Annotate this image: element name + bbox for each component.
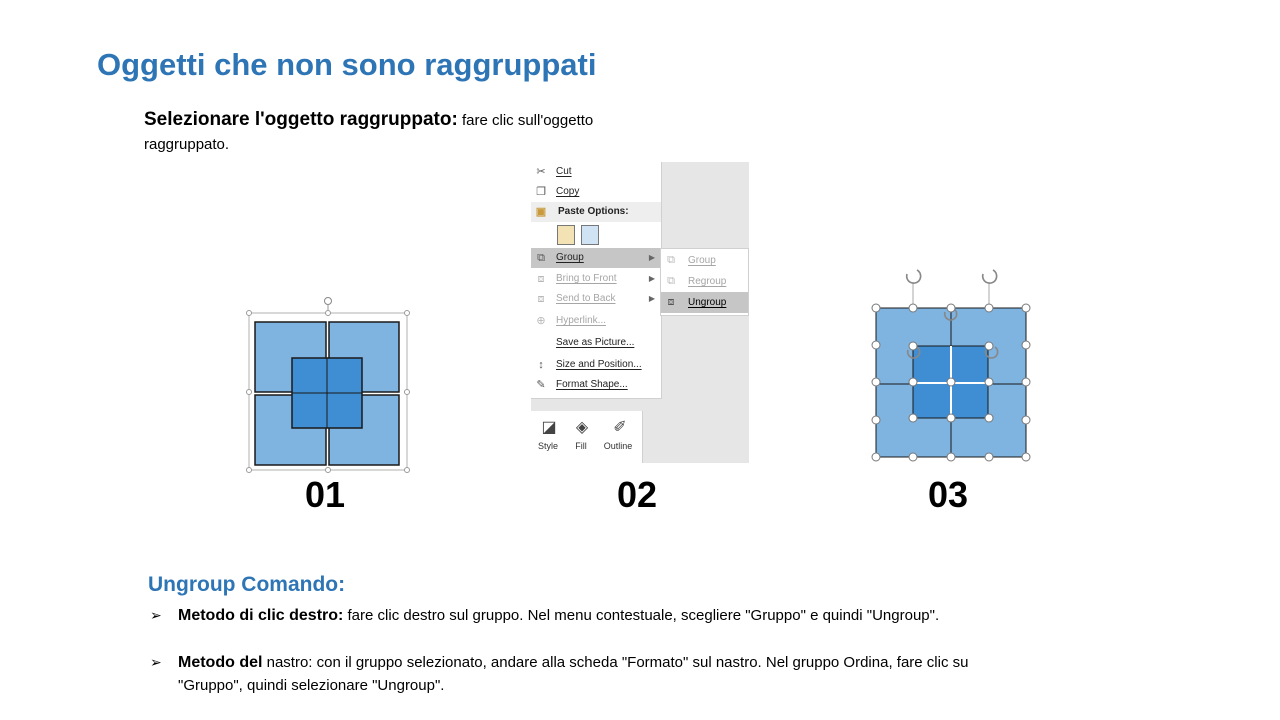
arrow-bullet-icon: ➢ (150, 654, 162, 670)
context-menu (531, 162, 662, 399)
menu-item-save-as-picture[interactable]: Save as Picture... (556, 337, 635, 348)
outline-pen-icon[interactable]: ✐ (613, 419, 627, 436)
intro-text: fare clic sull'oggetto raggruppato. (144, 112, 594, 153)
bullet-right-click: ➢ Metodo di clic destro: fare clic destro sul gruppo. Nel menu contestuale, scegliere "Gruppo" e quindi "Ungroup". (150, 604, 1020, 650)
toolbar-fill-label[interactable]: Fill (575, 441, 587, 451)
menu-item-format-shape[interactable]: ✎ Format Shape... (531, 375, 661, 395)
paste-icon: ▣ (535, 206, 547, 218)
bullet-ribbon: ➢ Metodo del nastro: con il gruppo selezionato, andare alla scheda "Formato" sul nastro. Nel gruppo Ordina, fare clic su "Gruppo", quindi selezionare "Ungroup". (150, 651, 1020, 697)
group-icon: ⧉ (667, 254, 675, 266)
format-shape-icon: ✎ (536, 379, 546, 391)
menu-item-bring-to-front[interactable]: ⧈ Bring to Front ▶ (531, 269, 661, 289)
group-icon: ⧉ (537, 252, 545, 264)
bring-front-icon: ⧈ (537, 273, 545, 285)
style-icon[interactable]: ◪ (541, 419, 557, 436)
submenu-item-group[interactable]: ⧉ Group (661, 250, 748, 271)
submenu-arrow-icon: ▶ (648, 294, 655, 303)
copy-icon: ❐ (536, 186, 546, 198)
submenu-arrow-icon: ▶ (648, 253, 655, 262)
paste-options-row (555, 224, 615, 246)
ungroup-icon: ⧈ (667, 296, 675, 308)
rotate-handle-icon (907, 270, 921, 283)
group-submenu (660, 248, 749, 316)
ungrouped-squares-figure[interactable] (866, 260, 1036, 466)
step-label-01: 01 (305, 474, 346, 515)
size-position-icon: ↕ (538, 359, 544, 371)
grouped-squares-figure[interactable] (244, 294, 412, 476)
rotate-handle-icon (983, 270, 997, 283)
hyperlink-icon: ⊕ (536, 315, 546, 327)
paste-as-picture-icon[interactable] (581, 225, 599, 245)
regroup-icon: ⧉ (667, 275, 675, 287)
submenu-item-regroup[interactable]: ⧉ Regroup (661, 271, 748, 292)
mini-toolbar (531, 411, 643, 463)
toolbar-outline-label[interactable]: Outline (603, 441, 633, 451)
send-back-icon: ⧈ (537, 293, 545, 305)
menu-item-paste-options: ▣ Paste Options: (531, 202, 661, 222)
submenu-arrow-icon: ▶ (648, 274, 655, 283)
submenu-item-ungroup[interactable]: ⧈ Ungroup (661, 292, 748, 313)
intro-paragraph (144, 108, 664, 157)
context-menu-screenshot (531, 162, 749, 463)
intro-bold: Selezionare l'oggetto raggruppato: (144, 109, 458, 130)
slide-title: Oggetti che non sono raggruppati (97, 47, 597, 82)
menu-item-send-to-back[interactable]: ⧈ Send to Back ▶ (531, 289, 661, 309)
fill-bucket-icon[interactable]: ◈ (575, 419, 589, 436)
step-label-03: 03 (928, 474, 969, 515)
step-label-02: 02 (617, 474, 658, 515)
menu-item-copy[interactable]: ❐ Copy (531, 182, 661, 202)
paste-keep-formatting-icon[interactable] (557, 225, 575, 245)
menu-item-size-and-position[interactable]: ↕ Size and Position... (531, 355, 661, 375)
menu-item-group[interactable]: ⧉ Group ▶ (531, 248, 661, 268)
menu-item-hyperlink[interactable]: ⊕ Hyperlink... (531, 311, 661, 331)
scissors-icon: ✂ (536, 166, 546, 178)
toolbar-style-label[interactable]: Style (537, 441, 558, 451)
menu-item-cut[interactable]: ✂ Cut (531, 162, 661, 182)
ungroup-section-title: Ungroup Comando: (148, 573, 346, 596)
arrow-bullet-icon: ➢ (150, 607, 162, 623)
rotate-handle-icon[interactable] (325, 298, 332, 305)
